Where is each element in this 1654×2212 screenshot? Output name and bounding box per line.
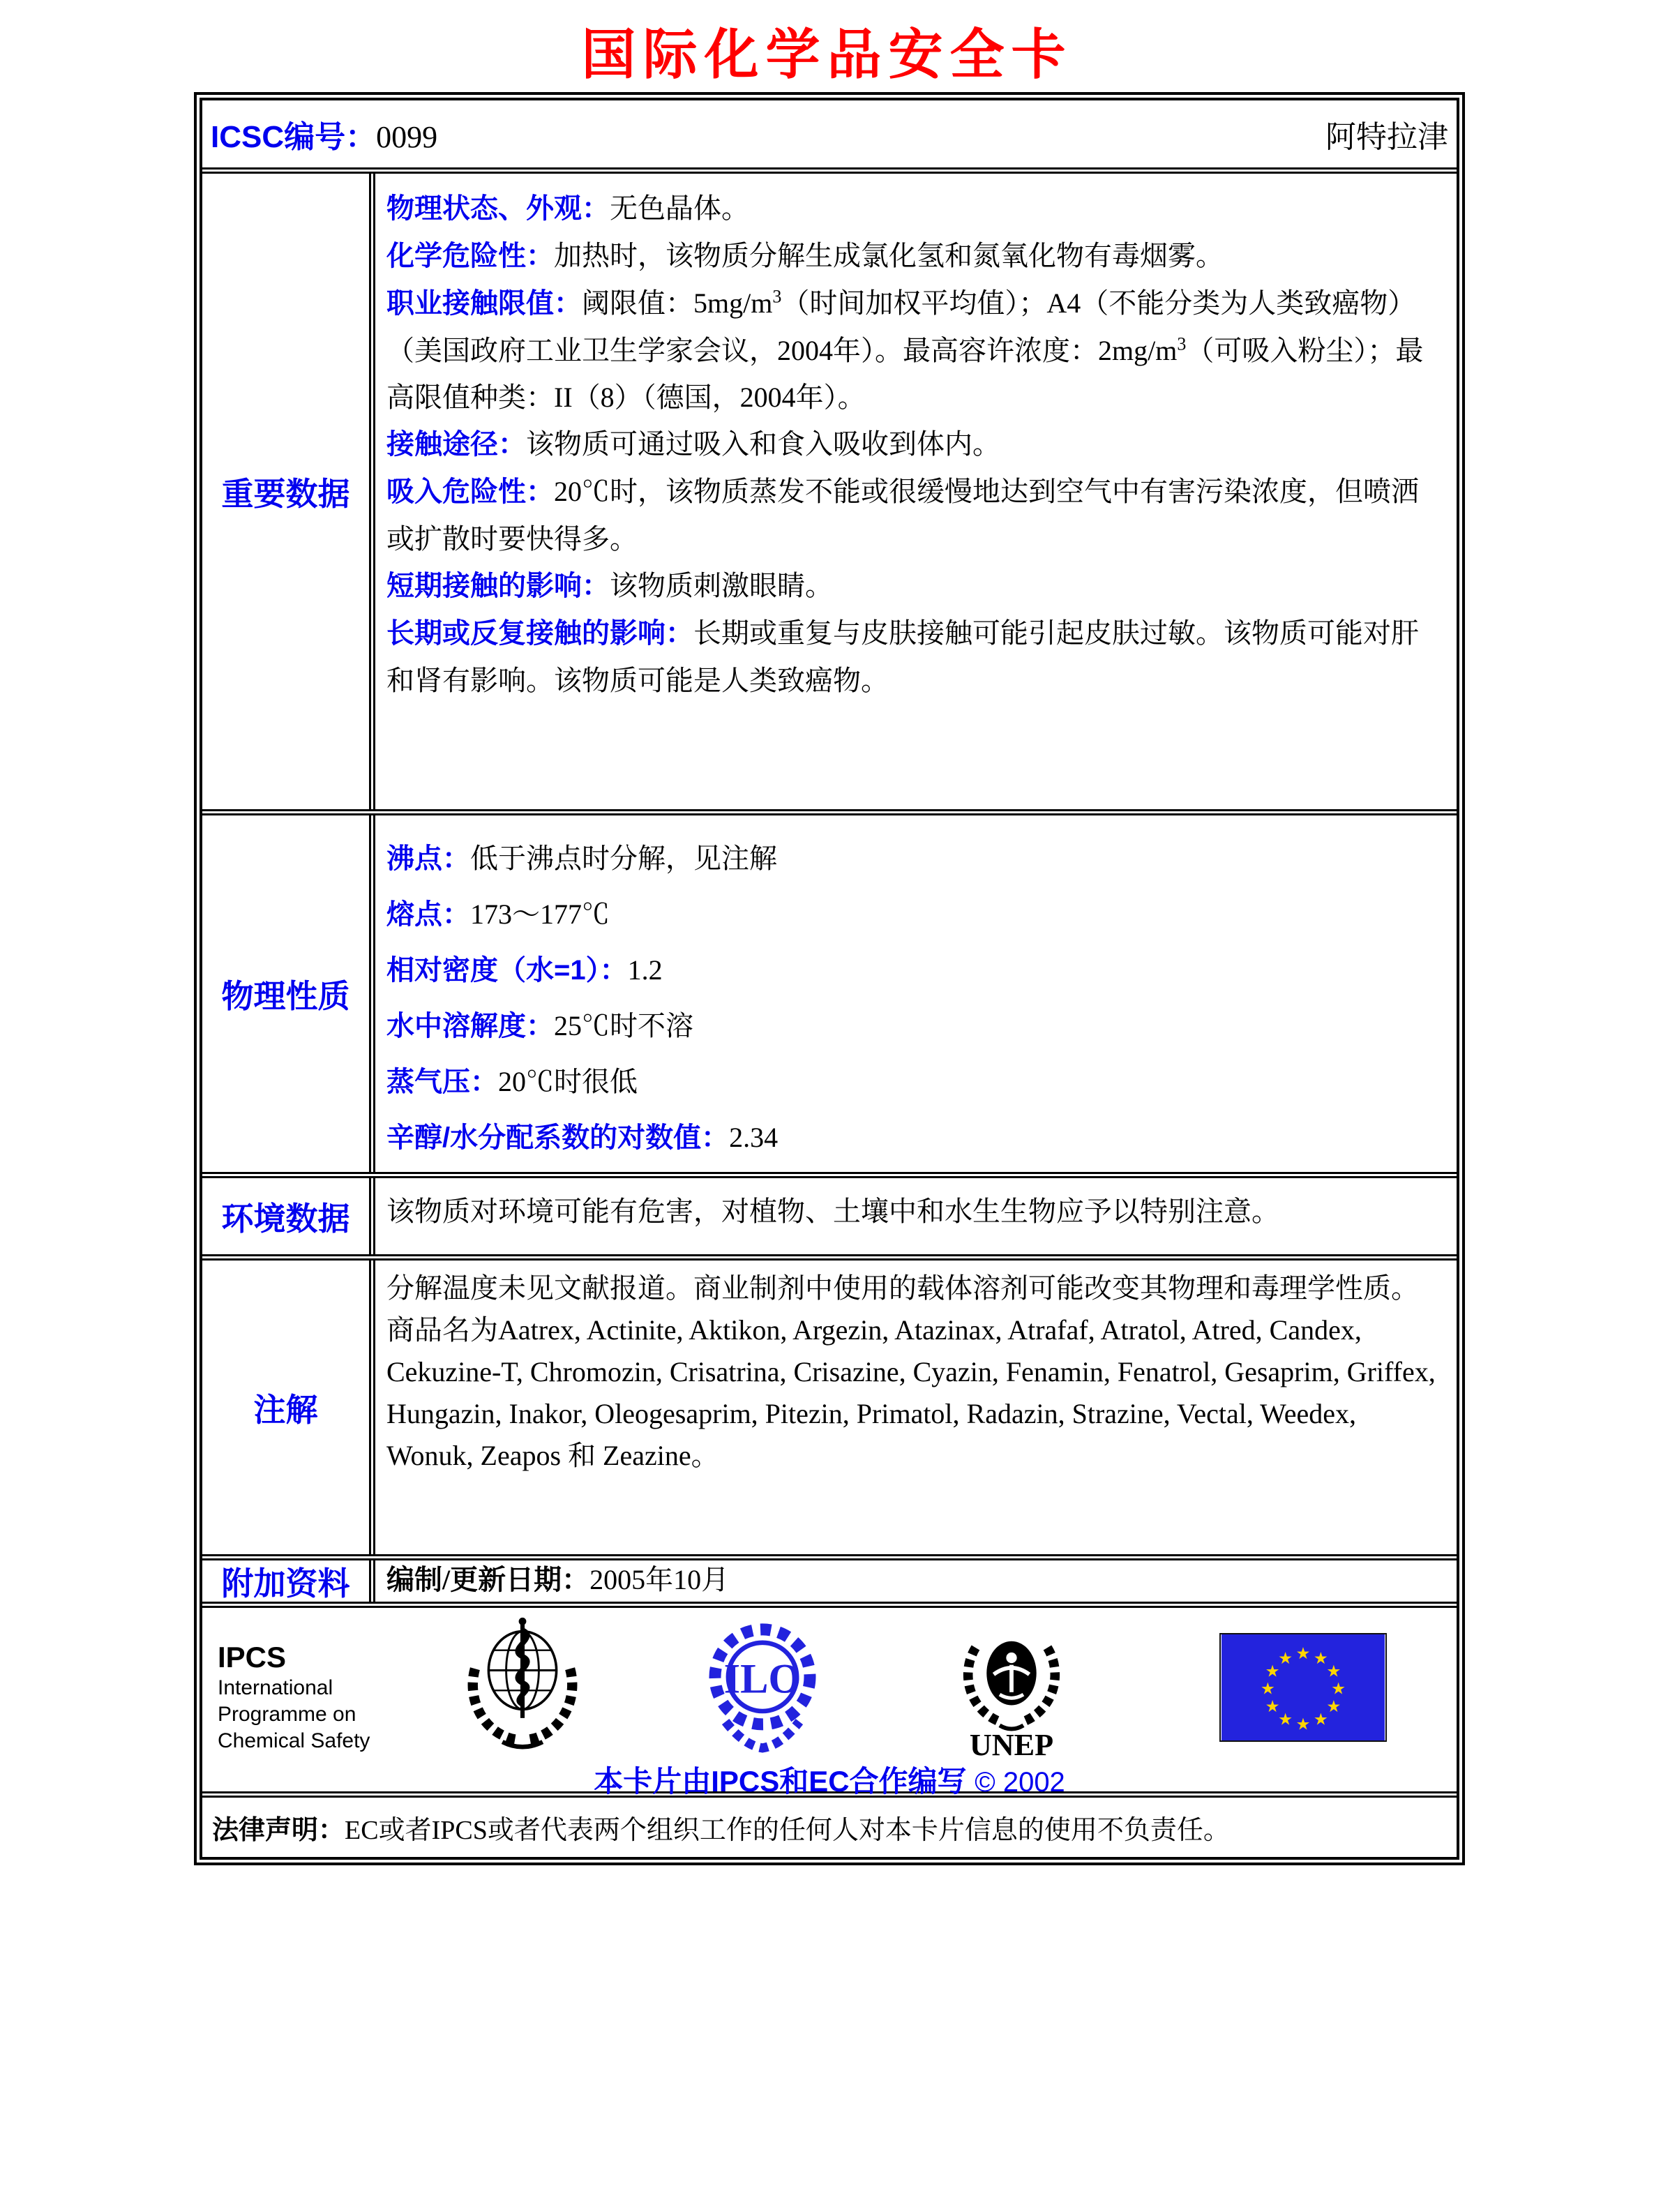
entry-text: 该物质可通过吸入和食入吸收到体内。	[526, 428, 1000, 460]
entry-text: 20℃时很低	[498, 1066, 638, 1097]
entry-label: 短期接触的影响：	[386, 571, 610, 601]
footer-row	[202, 1602, 1457, 1798]
svg-text:★: ★	[1278, 1648, 1293, 1668]
ipcs-block	[218, 1640, 370, 1754]
ipcs-title: IPCS	[218, 1641, 287, 1673]
chemical-name: 阿特拉津	[1325, 120, 1448, 154]
entry-label: 辛醇/水分配系数的对数值：	[386, 1122, 730, 1153]
section-row-important-data	[202, 167, 1457, 809]
entry	[386, 1267, 1445, 1477]
ipcs-subtitle-line: Programme on	[218, 1703, 356, 1726]
entry-text: 该物质刺激眼睛。	[610, 570, 833, 601]
svg-text:★: ★	[1313, 1709, 1328, 1729]
entry	[386, 468, 1445, 562]
who-icon	[460, 1615, 585, 1757]
svg-text:★: ★	[1260, 1678, 1275, 1699]
section-body-environmental-data	[375, 1178, 1457, 1254]
entry-text: 无色晶体。	[610, 193, 749, 224]
footer-caption	[202, 1759, 1457, 1800]
section-label-additional-info: 附加资料	[221, 1565, 350, 1602]
legal-row	[202, 1791, 1457, 1857]
entry	[386, 232, 1445, 280]
entry	[386, 421, 1445, 468]
entry-text: 加热时，该物质分解生成氯化氢和氮氧化物有毒烟雾。	[554, 240, 1224, 271]
entry-text: 阈限值：$5mg/m^3$（时间加权平均值）；A4（不能分类为人类致癌物）（美国政府工业卫生学家会议，2004年）。最高容许浓度：$2mg/m^3$（可吸入粉尘）；最高限值种类：II（8）（德国，2004年）。	[386, 286, 1424, 413]
svg-text:★: ★	[1326, 1696, 1341, 1717]
section-label-physical-properties: 物理性质	[221, 977, 350, 1014]
section-body-important-data	[375, 174, 1457, 809]
entry-text: 该物质对环境可能有危害，对植物、土壤中和水生生物应予以特别注意。	[386, 1196, 1279, 1227]
icsc-number-label: ICSC编号：	[211, 120, 377, 154]
ilo-label: ILO	[723, 1655, 802, 1703]
icsc-number	[211, 112, 437, 156]
entry	[386, 942, 1445, 998]
ipcs-subtitle-line: Chemical Safety	[218, 1729, 370, 1753]
entry	[386, 1191, 1445, 1233]
svg-text:★: ★	[1295, 1643, 1311, 1664]
entry-text: 分解温度未见文献报道。商业制剂中使用的载体溶剂可能改变其物理和毒理学性质。商品名为Aatrex, Actinite, Aktikon, Argezin, Atazinax, Atrafaf, Atratol, Atred, Candex, Cekuzine-T, Chromozin, Crisatrina, Crisazine, Cyazin, Fenamin, Fenatrol, Gesaprim, Griffex, Hungazin, Inakor, Oleogesaprim, Pitezin, Primatol, Radazin, Strazine, Vectal, Weedex, Wonuk, Zeapos 和 Zeazine。	[386, 1272, 1436, 1471]
unep-icon	[952, 1616, 1071, 1759]
entry-text: 25℃时不溶	[554, 1010, 693, 1041]
section-label-important-data: 重要数据	[221, 475, 350, 512]
unep-label: UNEP	[969, 1727, 1054, 1759]
entry	[386, 1110, 1445, 1166]
legal-text: 法律声明：EC或者IPCS或者代表两个组织工作的任何人对本卡片信息的使用不负责任。	[212, 1816, 1230, 1845]
entry	[386, 610, 1445, 704]
svg-text:★: ★	[1265, 1696, 1280, 1717]
svg-text:★: ★	[1331, 1678, 1346, 1699]
eu-flag-icon	[1219, 1633, 1387, 1742]
entry-text: 1.2	[627, 954, 663, 986]
legal-label: 法律声明：	[212, 1816, 345, 1845]
entry-label: 职业接触限值：	[386, 288, 582, 319]
copyright: © 2002	[975, 1767, 1065, 1798]
entry-label: 沸点：	[386, 843, 470, 874]
icsc-card	[194, 92, 1465, 1865]
entry-label: 化学危险性：	[386, 241, 554, 271]
entry	[386, 998, 1445, 1054]
entry	[386, 185, 1445, 232]
section-row-notes	[202, 1254, 1457, 1554]
entry-label: 水中溶解度：	[386, 1011, 554, 1041]
entry	[386, 831, 1445, 887]
section-body-additional-info	[375, 1560, 1457, 1602]
ipcs-subtitle-line: International	[218, 1676, 333, 1700]
svg-text:★: ★	[1265, 1661, 1280, 1681]
entry-label: 蒸气压：	[386, 1067, 498, 1097]
section-row-environmental-data	[202, 1172, 1457, 1254]
section-body-physical-properties	[375, 815, 1457, 1172]
section-row-additional-info	[202, 1554, 1457, 1602]
entry	[386, 1560, 729, 1597]
entry-text: 长期或重复与皮肤接触可能引起皮肤过敏。该物质可能对肝和肾有影响。该物质可能是人类致癌物。	[386, 617, 1419, 696]
entry-label: 长期或反复接触的影响：	[386, 618, 693, 649]
page-title: 国际化学品安全卡	[581, 24, 1073, 85]
entry-label: 物理状态、外观：	[386, 193, 610, 224]
entry-label: 吸入危险性：	[386, 476, 554, 507]
icsc-number-value: 0099	[376, 120, 438, 154]
caption-text: 本卡片由IPCS和EC合作编写	[594, 1765, 967, 1798]
entry-label: 相对密度（水=1）：	[386, 955, 628, 986]
section-label-environmental-data: 环境数据	[221, 1200, 350, 1237]
entry-label: 编制/更新日期：	[386, 1564, 590, 1595]
entry-text: 2.34	[729, 1122, 779, 1153]
svg-text:★: ★	[1278, 1709, 1293, 1729]
entry	[386, 1054, 1445, 1110]
svg-text:★: ★	[1326, 1661, 1341, 1681]
entry	[386, 280, 1445, 421]
entry-label: 熔点：	[386, 899, 470, 930]
section-row-physical-properties	[202, 809, 1457, 1172]
entry	[386, 562, 1445, 610]
entry-text: 2005年10月	[589, 1564, 730, 1595]
header-row	[202, 100, 1457, 167]
entry-text: 173～177℃	[470, 898, 610, 930]
section-label-notes: 注解	[253, 1391, 318, 1428]
entry	[386, 887, 1445, 942]
ilo-icon	[696, 1616, 829, 1759]
entry-label: 接触途径：	[386, 429, 526, 460]
svg-text:★: ★	[1313, 1648, 1328, 1668]
entry-text: 低于沸点时分解，见注解	[470, 843, 777, 874]
section-body-notes	[375, 1261, 1457, 1554]
entry-text: 20℃时，该物质蒸发不能或很缓慢地达到空气中有害污染浓度，但喷洒或扩散时要快得多。	[386, 476, 1419, 555]
svg-text:★: ★	[1295, 1714, 1311, 1734]
